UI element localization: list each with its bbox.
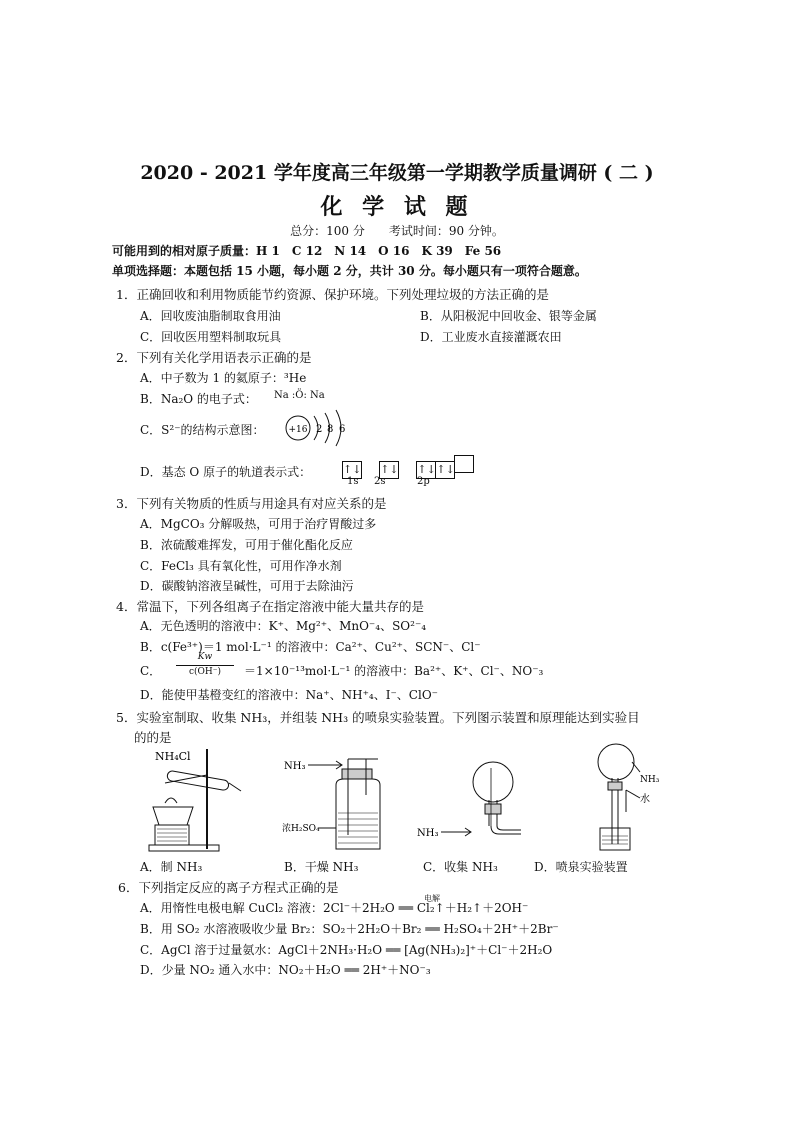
q2-option-a: A．中子数为 1 的氦原子：³He: [140, 371, 307, 385]
q1-option-b: B．从阳极泥中回收金、银等金属: [420, 309, 597, 323]
q6-option-d: D．少量 NO₂ 通入水中：NO₂＋H₂O ══ 2H⁺＋NO⁻₃: [140, 963, 431, 977]
q5-option-b: B．干燥 NH₃: [284, 860, 359, 874]
q4-option-d: D．能使甲基橙变红的溶液中：Na⁺、NH⁺₄、I⁻、ClO⁻: [140, 688, 438, 702]
q1-stem: 1．正确回收和利用物质能节约资源、保护环境。下列处理垃圾的方法正确的是: [116, 287, 549, 302]
orbital-2p-2: ↑↓: [435, 461, 455, 479]
q4-option-c-prefix: C．: [140, 664, 162, 678]
q4-option-a: A．无色透明的溶液中：K⁺、Mg²⁺、MnO⁻₄、SO²⁻₄: [140, 619, 427, 633]
q4-option-c-rest: ＝1×10⁻¹³mol·L⁻¹ 的溶液中：Ba²⁺、K⁺、Cl⁻、NO⁻₃: [244, 664, 544, 678]
shell-1-count: 2: [316, 424, 323, 435]
exam-info: 总分：100 分 考试时间：90 分钟。: [290, 224, 504, 238]
exam-title: 2020 - 2021 学年度高三年级第一学期教学质量调研 ( 二 ): [140, 162, 654, 184]
q3-option-d: D．碳酸钠溶液呈碱性，可用于去除油污: [140, 579, 354, 593]
nh3-inlet-label: NH₃: [284, 761, 306, 772]
q5-option-c: C．收集 NH₃: [423, 860, 498, 874]
q3-option-b: B．浓硫酸难挥发，可用于催化酯化反应: [140, 538, 353, 552]
orbital-label-1s: 1s: [347, 476, 359, 487]
nucleus-charge: +16: [288, 425, 308, 435]
q5-stem-line2: 的的是: [134, 730, 172, 745]
fraction-bar: [176, 665, 234, 666]
orbital-2s: ↑↓: [379, 461, 399, 479]
q2-option-b: B．Na₂O 的电子式：: [140, 392, 257, 406]
figure-d-fountain-apparatus: [590, 742, 670, 857]
shell-2-count: 8: [327, 424, 334, 435]
sulfide-ion-structure-diagram: [284, 408, 364, 448]
q2-stem: 2．下列有关化学用语表示正确的是: [116, 350, 312, 365]
orbital-1s: ↑↓: [342, 461, 362, 479]
figure-a-heating-apparatus: [145, 745, 245, 855]
figure-c-collection-flask: [415, 760, 525, 840]
q6-stem: 6．下列指定反应的离子方程式正确的是: [118, 880, 339, 895]
q2-option-d: D．基态 O 原子的轨道表示式：: [140, 465, 312, 479]
shell-3-count: 6: [339, 424, 346, 435]
atomic-mass-line: 可能用到的相对原子质量：H 1 C 12 N 14 O 16 K 39 Fe 56: [112, 244, 502, 258]
q1-option-c: C．回收医用塑料制取玩具: [140, 330, 282, 344]
acid-label: 浓H₂SO₄: [282, 824, 320, 834]
orbital-2p-1: ↑↓: [416, 461, 436, 479]
q5-stem-line1: 5．实验室制取、收集 NH₃，并组装 NH₃ 的喷泉实验装置。下列图示装置和原理能达到实验目: [116, 710, 640, 725]
electrolysis-condition: 电解: [424, 894, 440, 903]
q6-option-b: B．用 SO₂ 水溶液吸收少量 Br₂：SO₂＋2H₂O＋Br₂ ══ H₂SO₄＋2H⁺＋2Br⁻: [140, 922, 559, 936]
orbital-diagram: [342, 455, 473, 479]
q3-stem: 3．下列有关物质的性质与用途具有对应关系的是: [116, 496, 387, 511]
q3-option-a: A．MgCO₃ 分解吸热，可用于治疗胃酸过多: [140, 517, 377, 531]
gas-label: NH₃: [640, 775, 660, 785]
q2-option-c: C．S²⁻的结构示意图：: [140, 423, 265, 437]
nh4cl-label: NH₄Cl: [155, 750, 191, 763]
figure-b-drying-bottle: [282, 755, 392, 855]
q3-option-c: C．FeCl₃ 具有氧化性，可用作净水剂: [140, 559, 342, 573]
q1-option-a: A．回收废油脂制取食用油: [140, 309, 281, 323]
orbital-label-2p: 2p: [417, 476, 430, 487]
q4-stem: 4．常温下，下列各组离子在指定溶液中能大量共存的是: [116, 599, 424, 614]
section-instruction: 单项选择题：本题包括 15 小题，每小题 2 分，共计 30 分。每小题只有一项符合题意。: [112, 264, 587, 278]
orbital-2p-3: [454, 455, 474, 473]
subject-title: 化 学 试 题: [320, 194, 474, 220]
q4-fraction-denominator: c(OH⁻): [188, 667, 222, 677]
q6-option-a: A．用惰性电极电解 CuCl₂ 溶液：2Cl⁻＋2H₂O ══ Cl₂↑＋H₂↑＋2OH⁻: [140, 901, 529, 915]
q5-option-a: A．制 NH₃: [140, 860, 203, 874]
q6-option-c: C．AgCl 溶于过量氨水：AgCl＋2NH₃·H₂O ══ [Ag(NH₃)₂]⁺＋Cl⁻＋2H₂O: [140, 943, 553, 957]
q4-fraction-numerator: Kw: [197, 652, 213, 662]
q4-option-b: B．c(Fe³⁺)＝1 mol·L⁻¹ 的溶液中：Ca²⁺、Cu²⁺、SCN⁻、Cl⁻: [140, 640, 481, 654]
nh3-inlet-label: NH₃: [417, 828, 439, 839]
q2-na2o-electron-formula: Na :Ö: Na: [274, 390, 325, 401]
water-label: 水: [640, 794, 650, 805]
orbital-label-2s: 2s: [374, 476, 386, 487]
q5-option-d: D．喷泉实验装置: [534, 860, 628, 874]
q1-option-d: D．工业废水直接灌溉农田: [420, 330, 562, 344]
